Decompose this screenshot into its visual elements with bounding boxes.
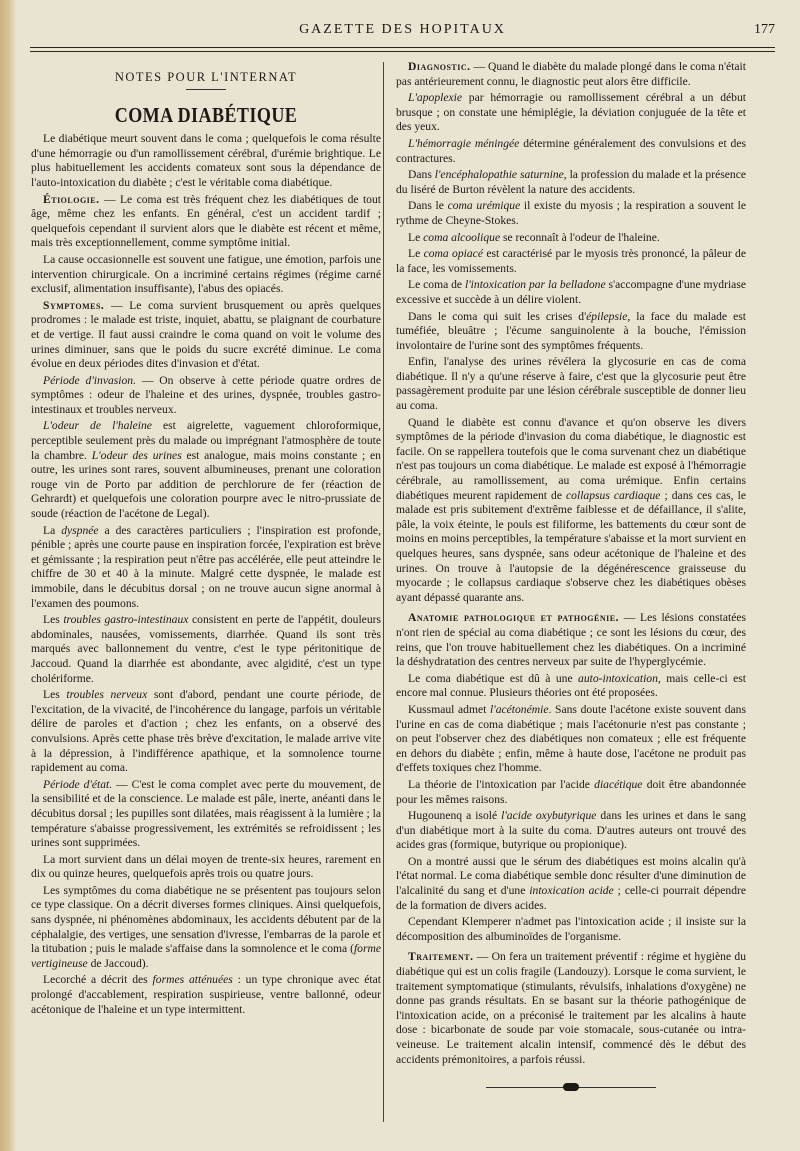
- end-ornament: [486, 1083, 656, 1091]
- traitement-paragraph: Traitement. — On fera un traitement préventif : régime et hygiène du diabétique qui est un colis fragile (Landouzy). Lorsque le coma survient, le traitement symptomatique (stimulants, révulsifs, inhalations d'oxygène) ne donne pas grands résultats. En se basant sur la théorie pathogénique de l'intoxication acide, on a préconisé le traitement par les alcalins à haute dose : bicarbonate de soude par voie stomacale, sous-cutanée ou intra-veineuse. Le traitement alcalin intensif, commencé dès le début des accidents prémonitoires, a parfois réussi.: [396, 950, 746, 1066]
- intro-paragraph: Le diabétique meurt souvent dans le coma ; quelquefois le coma résulte d'une hémorragie ou d'un ramollissement cérébral, d'urémie brightique. Le plus habituellement les accidents comateux sont sous la dépendance de l'auto-intoxication du diabète ; c'est le véritable coma diabétique.: [31, 132, 381, 189]
- diacetique-paragraph: La théorie de l'intoxication par l'acide diacétique doit être abandonnée pour les mêmes raisons.: [396, 777, 746, 806]
- apoplexie-paragraph: L'apoplexie par hémorragie ou ramollissement cérébral a un début brusque ; on constate une hémiplégie, la déviation conjuguée de la tête et des yeux.: [396, 91, 746, 134]
- header-rule-top: [30, 47, 775, 48]
- hemorragie-paragraph: L'hémorragie méningée détermine généralement des convulsions et des contractures.: [396, 136, 746, 165]
- lecorche-paragraph: Lecorché a décrit des formes atténuées : un type chronique avec état prolongé d'accablement, respiration suspirieuse, ventre ballonné, odeur acétonique de l'haleine et un type intermittent.: [31, 973, 381, 1016]
- journal-title: GAZETTE DES HOPITAUX: [299, 22, 506, 37]
- diagnostic-paragraph: Diagnostic. — Quand le diabète du malade plongé dans le coma n'était pas antérieurement connu, le diagnostic peut alors être difficile.: [396, 60, 746, 88]
- binding-edge: [0, 0, 16, 1151]
- belladone-paragraph: Le coma de l'intoxication par la belladone s'accompagne d'une mydriase excessive et succède à un délire violent.: [396, 278, 746, 306]
- kussmaul-paragraph: Kussmaul admet l'acétonémie. Sans doute l'acétone existe souvent dans l'urine en cas de coma diabétique ; mais l'acétonurie n'est pas constante ; on peut l'observer chez des diabétiques non comateux ; elle est fréquente en dehors du diabète ; enfin, même à haute dose, l'acétone ne produit pas d'effets toxiques chez l'homme.: [396, 702, 746, 775]
- traitement-heading: Traitement.: [408, 950, 474, 964]
- column-divider: [383, 62, 384, 1122]
- page-number: 177: [754, 22, 775, 37]
- glycosurie-paragraph: Enfin, l'analyse des urines révélera la glycosurie en cas de coma diabétique. Il n'y a qu'une réserve à faire, c'est que la glycosurie peut être passagèrement produite par une lésion cérébrale susceptible de donner lieu au coma.: [396, 355, 746, 413]
- auto-intoxication-paragraph: Le coma diabétique est dû à une auto-intoxication, mais celle-ci est encore mal connue. Plusieurs théories ont été proposées.: [396, 671, 746, 700]
- symptomes-heading: Symptomes.: [43, 298, 105, 312]
- article-title: COMA DIABÉTIQUE: [114, 102, 298, 127]
- alcoolique-paragraph: Le coma alcoolique se reconnaît à l'odeur de l'haleine.: [408, 230, 660, 244]
- hugounenq-paragraph: Hugounenq a isolé l'acide oxybutyrique dans les urines et dans le sang d'un diabétique mort à la suite du coma. D'autres auteurs ont trouvé des acides gras (formique, butyrique ou propionique).: [396, 809, 746, 852]
- etiologie-paragraph: Étiologie. — Le coma est très fréquent chez les diabétiques de tout âge, même chez les enfants. En général, c'est un accident tardif ; quelquefois cependant il survient alors que le diabète est récent et même, mais très exceptionnellement, comme symptôme initial.: [31, 192, 381, 250]
- encephalopathie-paragraph: Dans l'encéphalopathie saturnine, la profession du malade et la présence du liséré de Burton révèlent la nature des accidents.: [396, 168, 746, 196]
- epilepsie-paragraph: Dans le coma qui suit les crises d'épilepsie, la face du malade est tuméfiée, bleuâtre ; l'écume sanguinolente à la bouche, l'émission involontaire de l'urine sont des symptômes fréquents.: [396, 309, 746, 352]
- right-column: [396, 60, 746, 1091]
- rubric-rule: [186, 89, 226, 90]
- dyspnee-paragraph: La dyspnée a des caractères particuliers ; l'inspiration est profonde, pénible ; après une courte pause en inspiration forcée, l'expiration est brève et gémissante ; la respiration peut n'être pas accélérée, elle peut atteindre le chiffre de 30 et 40 à la minute. Malgré cette dyspnée, le malade est immobile, dans le décubitus dorsal ; on ne trouve aucun signe anormal à l'examen des poumons.: [31, 523, 381, 610]
- nerveux-paragraph: Les troubles nerveux sont d'abord, pendant une courte période, de l'excitation, de la vivacité, de l'incohérence du langage, parfois un véritable délire de paroles et d'action ; chez les enfants, on a observé des convulsions. Après cette phase très brève d'excitation, le malade arrive vite à la dépression, à l'indifférence apathique, et la somnolence tourne rapidement au coma.: [31, 688, 382, 775]
- gastro-paragraph: Les troubles gastro-intestinaux consistent en perte de l'appétit, douleurs abdominales, nausées, vomissements, diarrhée. Quand ils sont très marqués avec ballonnement du ventre, c'est le type péritonitique de Jaccoud. Quand la diarrhée est abondante, avec algidité, c'est un type cholériforme.: [31, 613, 381, 685]
- page-header: [30, 22, 775, 44]
- collapsus-paragraph: Quand le diabète est connu d'avance et qu'on observe les divers symptômes de la période d'invasion du coma diabétique, le diagnostic est facile. On se rappellera toutefois que le coma survenant chez un diabétique n'est pas toujours un coma diabétique. Le malade est exposé à l'hémorragie cérébrale, au ramollissement, au coma urémique. Enfin certains diabétiques meurent rapidement de collapsus cardiaque ; dans ces cas, le malade est pris subitement d'extrême faiblesse et de défaillance, il s'alite, pâle, la voix éteinte, le pouls est filiforme, les battements du cœur sont de moins en moins perceptibles, la température s'abaisse et la mort survient en quelques heures, sans dyspnée, sans odeur acétonique de l'haleine et des urines. On trouve à l'autopsie de la dégénérescence graisseuse du myocarde ; le collapsus cardiaque s'observe chez les diabétiques obèses ayant dépassé quarante ans.: [396, 415, 746, 604]
- anatomie-paragraph: Anatomie pathologique et pathogénie. — Les lésions constatées n'ont rien de spécial au coma diabétique ; ce sont les lésions du cœur, des reins, que l'on trouve habituellement chez les diabétiques. On a incriminé la déshydratation des centres nerveux par suite de l'hyperglycémie.: [396, 611, 747, 669]
- etat-paragraph: Période d'état. — C'est le coma complet avec perte du mouvement, de la sensibilité et de la conscience. Le malade est pâle, inerte, anéanti dans le décubitus dorsal ; les pupilles sont dilatées, mais réagissent à la lumière ; la température s'abaisse progressivement, les extrémités se refroidissent ; les urines sont supprimées.: [31, 777, 381, 850]
- diagnostic-heading: Diagnostic.: [408, 60, 471, 73]
- cause-paragraph: La cause occasionnelle est souvent une fatigue, une émotion, parfois une intervention chirurgicale. On a incriminé certains régimes (régime carné exclusif, alimentation insuffisante), l'abus des opiacés.: [31, 252, 381, 296]
- section-rubric: NOTES POUR L'INTERNAT: [114, 70, 298, 84]
- etiologie-heading: Étiologie.: [43, 192, 100, 206]
- mort-paragraph: La mort survient dans un délai moyen de trente-six heures, rarement en dix ou quinze heures, quelquefois après trois ou quatre jours.: [31, 852, 381, 881]
- formes-paragraph: Les symptômes du coma diabétique ne se présentent pas toujours selon ce type classique. On a décrit diverses formes cliniques. Ainsi quelquefois, sans dyspnée, ni phénomènes abdominaux, les accidents débutent par de la céphalalgie, des vertiges, une sensation d'ivresse, l'embarras de la parole et la titubation ; puis le malade s'affaise dans la somnolence et le coma (forme vertigineuse de Jaccoud).: [31, 883, 381, 970]
- anatomie-heading: Anatomie pathologique et pathogénie.: [408, 611, 619, 625]
- serum-paragraph: On a montré aussi que le sérum des diabétiques est moins alcalin qu'à l'état normal. Le coma diabétique semble donc résulter d'une diminution de l'alcalinité du sang et d'une intoxication acide ; celle-ci pourrait dépendre de la formation de divers acides.: [396, 854, 747, 912]
- opiace-paragraph: Le coma opiacé est caractérisé par le myosis très prononcé, la pâleur de la face, les vomissements.: [396, 247, 746, 275]
- uremique-paragraph: Dans le coma urémique il existe du myosis ; la respiration a souvent le rythme de Cheyne-Stokes.: [396, 199, 746, 227]
- invasion-paragraph: Période d'invasion. — On observe à cette période quatre ordres de symptômes : odeur de l'haleine et des urines, dyspnée, troubles gastro-intestinaux et troubles nerveux.: [31, 373, 382, 416]
- left-column: [31, 60, 381, 1019]
- symptomes-paragraph: Symptomes. — Le coma survient brusquement ou après quelques prodromes : le malade est triste, inquiet, abattu, se plaignant de courbature et de vertige. Il faut aussi craindre le coma quand on voit le volume des urines diminuer, sans que le poids du sucre excrété diminue. Le coma évolue en deux périodes dites d'invasion et d'état.: [31, 298, 381, 371]
- header-rule-bottom: [30, 51, 775, 52]
- klemperer-paragraph: Cependant Klemperer n'admet pas l'intoxication acide ; il insiste sur la décomposition des albuminoïdes de l'organisme.: [396, 915, 746, 943]
- odeur-paragraph: L'odeur de l'haleine est aigrelette, vaguement chloroformique, perceptible seulement près du malade ou imprégnant l'atmosphère de toute la chambre. L'odeur des urines est analogue, mais moins constante ; en outre, les urines sont rares, souvent albumineuses, prenant une coloration rouge vin de Porto par addition de perchlorure de fer (réaction de Gehrardt) et quelquefois une coloration pourpre avec le nitro-prussiate de soude (réaction de l'acétone de Legal).: [31, 419, 381, 521]
